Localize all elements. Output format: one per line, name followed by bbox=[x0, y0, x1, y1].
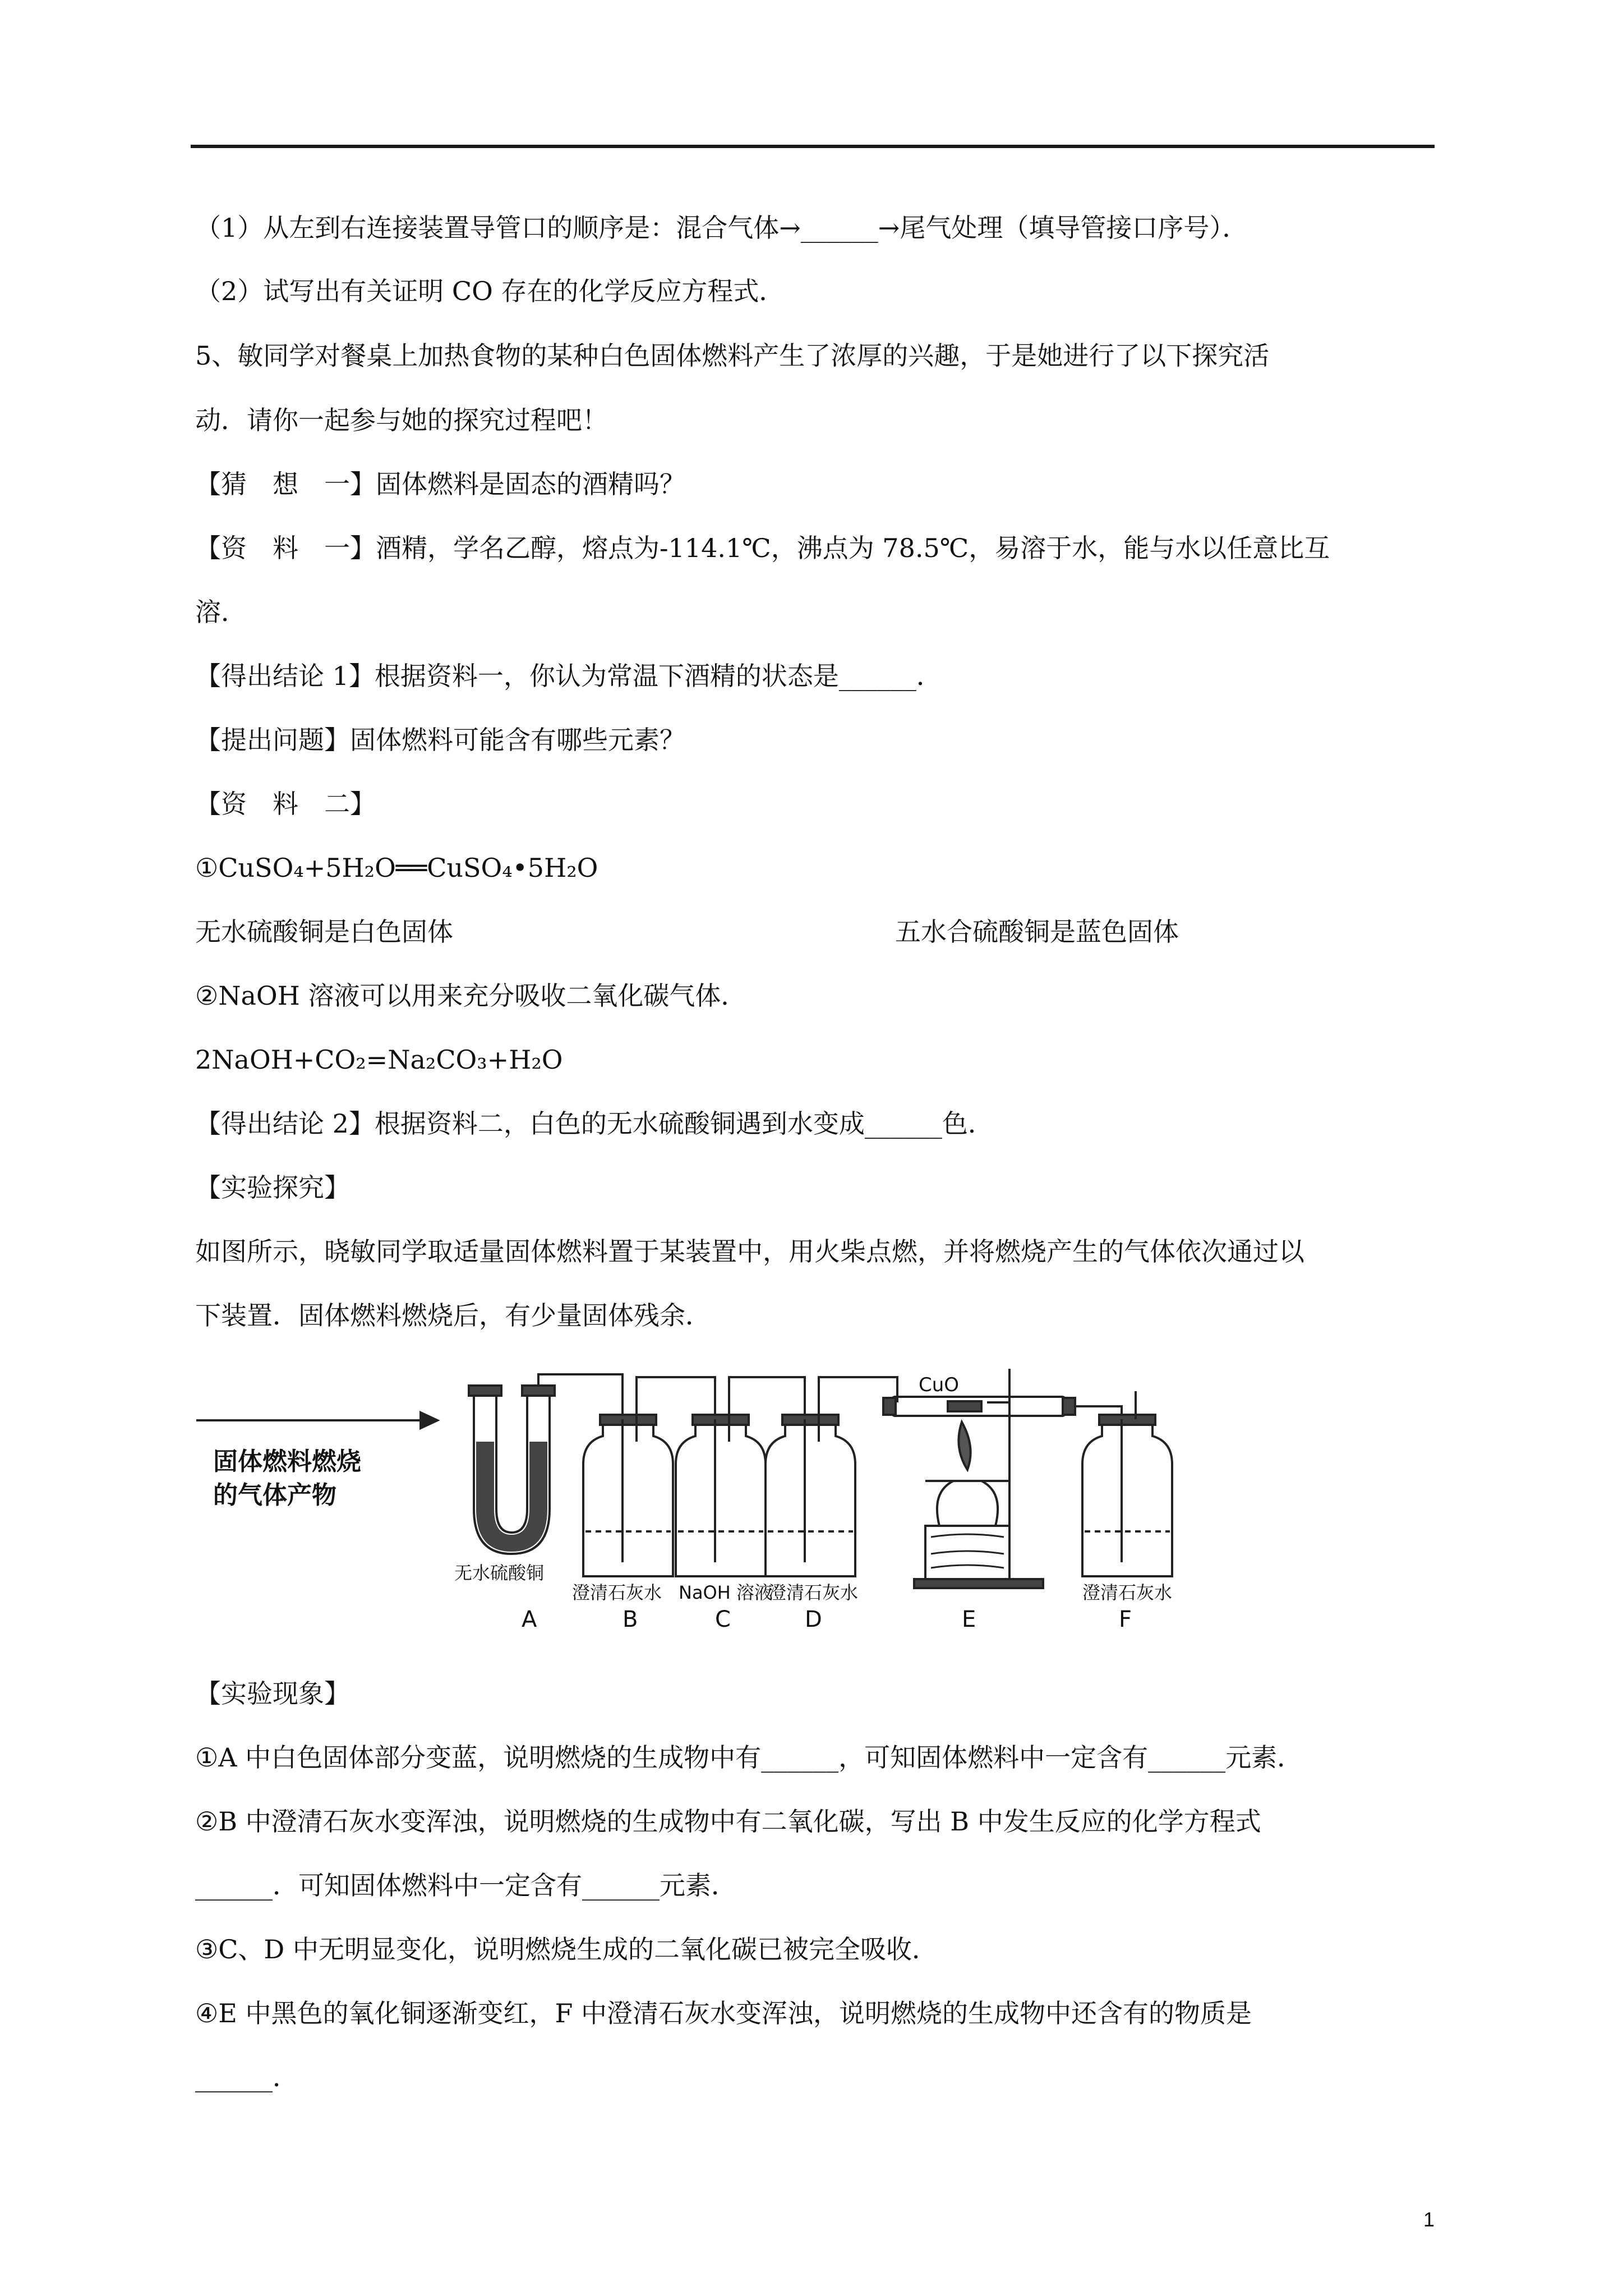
cuo-label: CuO bbox=[919, 1374, 960, 1396]
bottle-b bbox=[583, 1415, 673, 1576]
phenomena-heading: 【实验现象】 bbox=[195, 1678, 350, 1709]
hypothesis-1: 【猜 想 一】固体燃料是固态的酒精吗？ bbox=[195, 469, 685, 499]
question-heading: 【提出问题】固体燃料可能含有哪些元素？ bbox=[195, 725, 685, 755]
c-contents-label: NaOH 溶液 bbox=[679, 1582, 772, 1603]
a-contents-label: 无水硫酸铜 bbox=[454, 1562, 545, 1584]
letter-f: F bbox=[1119, 1607, 1132, 1632]
q5-intro-line1: 5、敏同学对餐桌上加热食物的某种白色固体燃料产生了浓厚的兴趣，于是她进行了以下探究活 bbox=[195, 341, 1270, 371]
phenomenon-ef-line2: ______． bbox=[195, 2062, 298, 2092]
letter-e: E bbox=[962, 1607, 976, 1632]
d-contents-label: 澄清石灰水 bbox=[768, 1582, 859, 1603]
combustion-tube bbox=[883, 1397, 1075, 1416]
header-rule bbox=[191, 145, 1435, 148]
material-2-heading: 【资 料 二】 bbox=[195, 789, 376, 819]
source-label-1: 固体燃料燃烧 bbox=[213, 1447, 361, 1476]
phenomenon-ef-line1: ④E 中黑色的氧化铜逐渐变红，F 中澄清石灰水变浑浊，说明燃烧的生成物中还含有的物质是 bbox=[195, 1998, 1252, 2028]
q4-part1: （1）从左到右连接装置导管口的顺序是：混合气体→______→尾气处理（填导管接口序号）． bbox=[195, 213, 1248, 243]
equation-2: 2NaOH+CO₂=Na₂CO₃+H₂O bbox=[195, 1045, 563, 1075]
phenomenon-a: ①A 中白色固体部分变蓝，说明燃烧的生成物中有______，可知固体燃料中一定含有______元素． bbox=[195, 1742, 1303, 1773]
experiment-heading: 【实验探究】 bbox=[195, 1172, 350, 1203]
experiment-desc-line2: 下装置．固体燃料燃烧后，有少量固体残余． bbox=[195, 1300, 711, 1331]
conclusion-2: 【得出结论 2】根据资料二，白色的无水硫酸铜遇到水变成______色． bbox=[195, 1108, 994, 1139]
experiment-desc-line1: 如图所示，晓敏同学取适量固体燃料置于某装置中，用火柴点燃，并将燃烧产生的气体依次通过以 bbox=[195, 1236, 1304, 1267]
apparatus-figure bbox=[191, 1369, 1173, 1632]
letter-d: D bbox=[805, 1607, 822, 1632]
q5-intro-line2: 动．请你一起参与她的探究过程吧！ bbox=[195, 405, 608, 435]
b-contents-label: 澄清石灰水 bbox=[572, 1582, 662, 1603]
f-contents-label: 澄清石灰水 bbox=[1082, 1582, 1173, 1603]
bottle-d bbox=[766, 1415, 855, 1576]
tube-c-d bbox=[729, 1377, 805, 1419]
arrow-head bbox=[421, 1412, 437, 1428]
phenomenon-b-line2: ______．可知固体燃料中一定含有______元素． bbox=[195, 1870, 737, 1901]
letter-a: A bbox=[522, 1607, 537, 1632]
pentahydrate-note: 五水合硫酸铜是蓝色固体 bbox=[895, 917, 1179, 947]
bottle-f bbox=[1082, 1391, 1172, 1576]
bottle-c bbox=[676, 1415, 766, 1576]
anhydrous-cuso4-fill bbox=[476, 1442, 547, 1552]
conclusion-1: 【得出结论 1】根据资料一，你认为常温下酒精的状态是______． bbox=[195, 661, 942, 691]
letter-c: C bbox=[715, 1607, 731, 1632]
alcohol-lamp bbox=[925, 1422, 1009, 1579]
naoh-note: ②NaOH 溶液可以用来充分吸收二氧化碳气体． bbox=[195, 981, 747, 1011]
material-1-line1: 【资 料 一】酒精，学名乙醇，熔点为-114.1℃，沸点为 78.5℃，易溶于水，能与水以任意比互 bbox=[195, 533, 1330, 563]
q4-part2: （2）试写出有关证明 CO 存在的化学反应方程式． bbox=[195, 276, 785, 306]
tube-b-c bbox=[637, 1377, 715, 1419]
equation-1: ①CuSO₄+5H₂O══CuSO₄•5H₂O bbox=[195, 853, 598, 883]
phenomenon-cd: ③C、D 中无明显变化，说明燃烧生成的二氧化碳已被完全吸收． bbox=[195, 1934, 938, 1964]
anhydrous-note: 无水硫酸铜是白色固体 bbox=[195, 917, 453, 947]
letter-b: B bbox=[623, 1607, 638, 1632]
material-1-line2: 溶． bbox=[195, 597, 247, 627]
phenomenon-b-line1: ②B 中澄清石灰水变浑浊，说明燃烧的生成物中有二氧化碳，写出 B 中发生反应的化学方程式 bbox=[195, 1806, 1261, 1837]
source-label-2: 的气体产物 bbox=[213, 1481, 336, 1510]
page-number: 1 bbox=[1423, 2208, 1435, 2231]
